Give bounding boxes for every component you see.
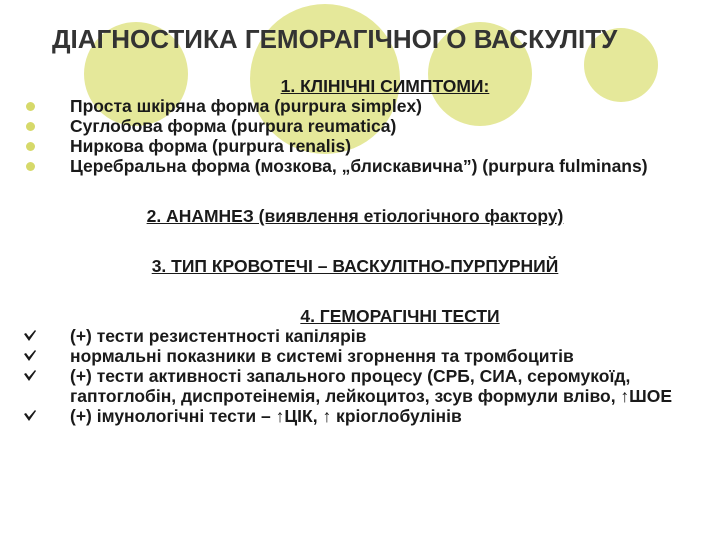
section-heading-hemorrhagic-tests: 4. ГЕМОРАГІЧНІ ТЕСТИ xyxy=(300,306,500,326)
slide-title: ДІАГНОСТИКА ГЕМОРАГІЧНОГО ВАСКУЛІТУ xyxy=(52,24,618,54)
list-item xyxy=(20,136,690,156)
section-heading-clinical-symptoms: 1. КЛІНІЧНІ СИМПТОМИ: xyxy=(280,76,490,96)
checkmark-icon xyxy=(23,369,37,383)
section-heading-bleeding-type: 3. ТИП КРОВОТЕЧІ – ВАСКУЛІТНО-ПУРПУРНИЙ xyxy=(151,256,559,276)
list-item xyxy=(20,156,690,176)
list-item-text: (+) тести резистентності капілярів xyxy=(70,326,367,346)
checkmark-icon xyxy=(23,409,37,423)
list-item-text: Суглобова форма (purpura reumatica) xyxy=(70,116,397,136)
list-item xyxy=(20,116,690,136)
checkmark-icon xyxy=(23,329,37,343)
section-heading-anamnesis: 2. АНАМНЕЗ (виявлення етіологічного фактору) xyxy=(146,206,564,226)
slide-content xyxy=(20,76,690,426)
dot-icon xyxy=(26,142,35,151)
list-item-text: (+) тести активності запального процесу (СРБ, СИА, серомукоїд, гаптоглобін, диспротеінемія, лейкоцитоз, зсув формули вліво, ↑ШОЕ xyxy=(70,366,673,406)
checkmark-icon xyxy=(23,349,37,363)
list-item xyxy=(20,406,690,426)
dot-icon xyxy=(26,102,35,111)
list-item xyxy=(20,96,690,116)
list-item-text: нормальні показники в системі згорнення та тромбоцитів xyxy=(70,346,574,366)
list-item-text: (+) імунологічні тести – ↑ЦІК, ↑ кріоглобулінів xyxy=(70,406,462,426)
dot-icon xyxy=(26,162,35,171)
hemorrhagic-tests-list xyxy=(20,326,690,426)
list-item xyxy=(20,326,690,346)
list-item xyxy=(20,346,690,366)
dot-icon xyxy=(26,122,35,131)
list-item-text: Церебральна форма (мозкова, „блискавична”) (purpura fulminans) xyxy=(70,156,648,176)
list-item-text: Проста шкіряна форма (purpura simplex) xyxy=(70,96,423,116)
list-item xyxy=(20,366,690,406)
clinical-forms-list xyxy=(20,96,690,176)
list-item-text: Ниркова форма (purpura renalis) xyxy=(70,136,352,156)
